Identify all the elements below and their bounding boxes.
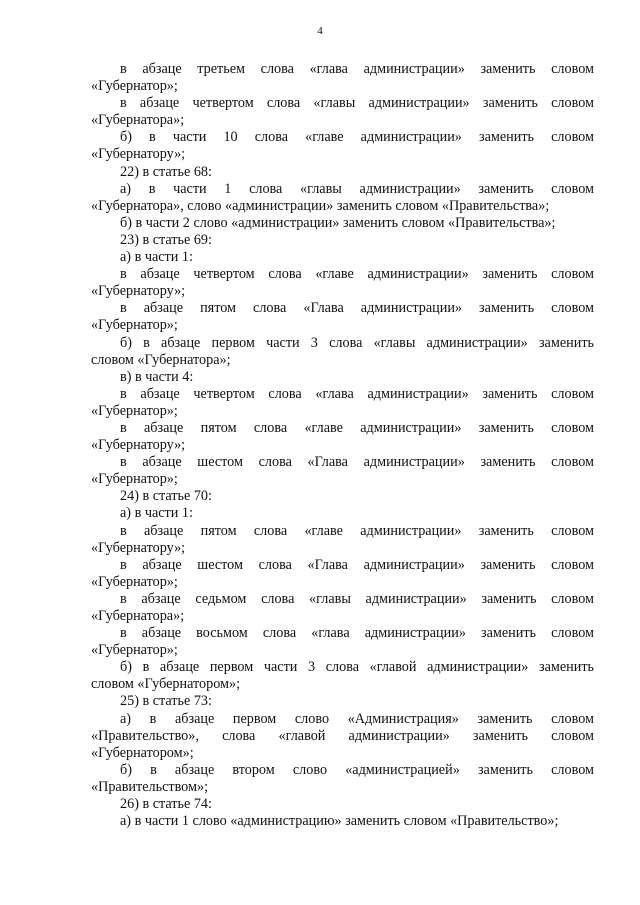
document-line: в абзаце седьмом слова «главы администрации» заменить словом xyxy=(120,590,594,607)
document-line: «Губернатору»; xyxy=(91,539,186,556)
document-line: а) в части 1 слова «главы администрации» заменить словом xyxy=(120,180,594,197)
document-line: в абзаце четвертом слова «главе администрации» заменить словом xyxy=(120,266,594,283)
document-line: в абзаце шестом слова «Глава администрации» заменить словом xyxy=(120,556,594,573)
document-line: а) в части 1 слово «администрацию» заменить словом «Правительство»; xyxy=(120,813,559,830)
document-line: «Губернатором»; xyxy=(91,744,194,761)
document-line: «Губернатора»; xyxy=(91,608,185,624)
document-line: «Губернатору»; xyxy=(91,437,186,454)
document-line: б) в части 2 слово «администрации» заменить словом «Правительства»; xyxy=(120,214,556,231)
document-line: 24) в статье 70: xyxy=(120,488,212,505)
document-line: «Губернатора»; xyxy=(91,112,185,129)
document-line: б) в абзаце первом части 3 слова «главы администрации» заменить xyxy=(120,334,594,351)
page-number: 4 xyxy=(317,25,323,37)
document-line: «Губернатор»; xyxy=(91,317,178,334)
document-line: в абзаце восьмом слова «глава администрации» заменить словом xyxy=(120,625,594,642)
document-line: б) в абзаце втором слово «администрацией» заменить словом xyxy=(120,761,594,778)
document-line: «Правительство», слова «главой администрации» заменить словом xyxy=(91,727,594,744)
document-line: «Губернатор»; xyxy=(91,573,178,590)
document-line: «Правительством»; xyxy=(91,778,209,795)
document-line: «Губернатору»; xyxy=(91,283,186,300)
document-body xyxy=(91,61,594,830)
document-line: а) в абзаце первом слово «Администрация» заменить словом xyxy=(120,710,594,727)
document-line: а) в части 1: xyxy=(120,249,193,266)
document-line: в абзаце четвертом слова «глава администрации» заменить словом xyxy=(120,385,594,402)
document-line: «Губернатор»; xyxy=(91,471,178,488)
document-line: «Губернатор»; xyxy=(91,78,178,95)
document-line: словом «Губернатора»; xyxy=(91,351,231,368)
document-line: «Губернатор»; xyxy=(91,642,178,659)
document-line: «Губернатор»; xyxy=(91,402,178,419)
document-line: б) в части 10 слова «главе администрации» заменить словом xyxy=(120,129,594,146)
document-line: 23) в статье 69: xyxy=(120,231,212,248)
document-line: в) в части 4: xyxy=(120,368,194,385)
document-line: б) в абзаце первом части 3 слова «главой администрации» заменить xyxy=(120,659,594,676)
document-line: в абзаце пятом слова «Глава администрации» заменить словом xyxy=(120,300,594,317)
document-line: в абзаце четвертом слова «главы администрации» заменить словом xyxy=(120,95,594,112)
document-line: а) в части 1: xyxy=(120,505,193,522)
document-line: словом «Губернатором»; xyxy=(91,676,241,693)
document-line: в абзаце третьем слова «глава администрации» заменить словом xyxy=(120,61,594,77)
document-line: «Губернатора», слово «администрации» заменить словом «Правительства»; xyxy=(91,197,550,214)
document-line: 26) в статье 74: xyxy=(120,796,212,813)
document-line: в абзаце шестом слова «Глава администрации» заменить словом xyxy=(120,454,594,471)
document-line: 22) в статье 68: xyxy=(120,163,212,180)
document-line: в абзаце пятом слова «главе администрации» заменить словом xyxy=(120,419,594,436)
document-line: в абзаце пятом слова «главе администрации» заменить словом xyxy=(120,522,594,539)
document-line: «Губернатору»; xyxy=(91,146,186,163)
document-line: 25) в статье 73: xyxy=(120,693,212,710)
